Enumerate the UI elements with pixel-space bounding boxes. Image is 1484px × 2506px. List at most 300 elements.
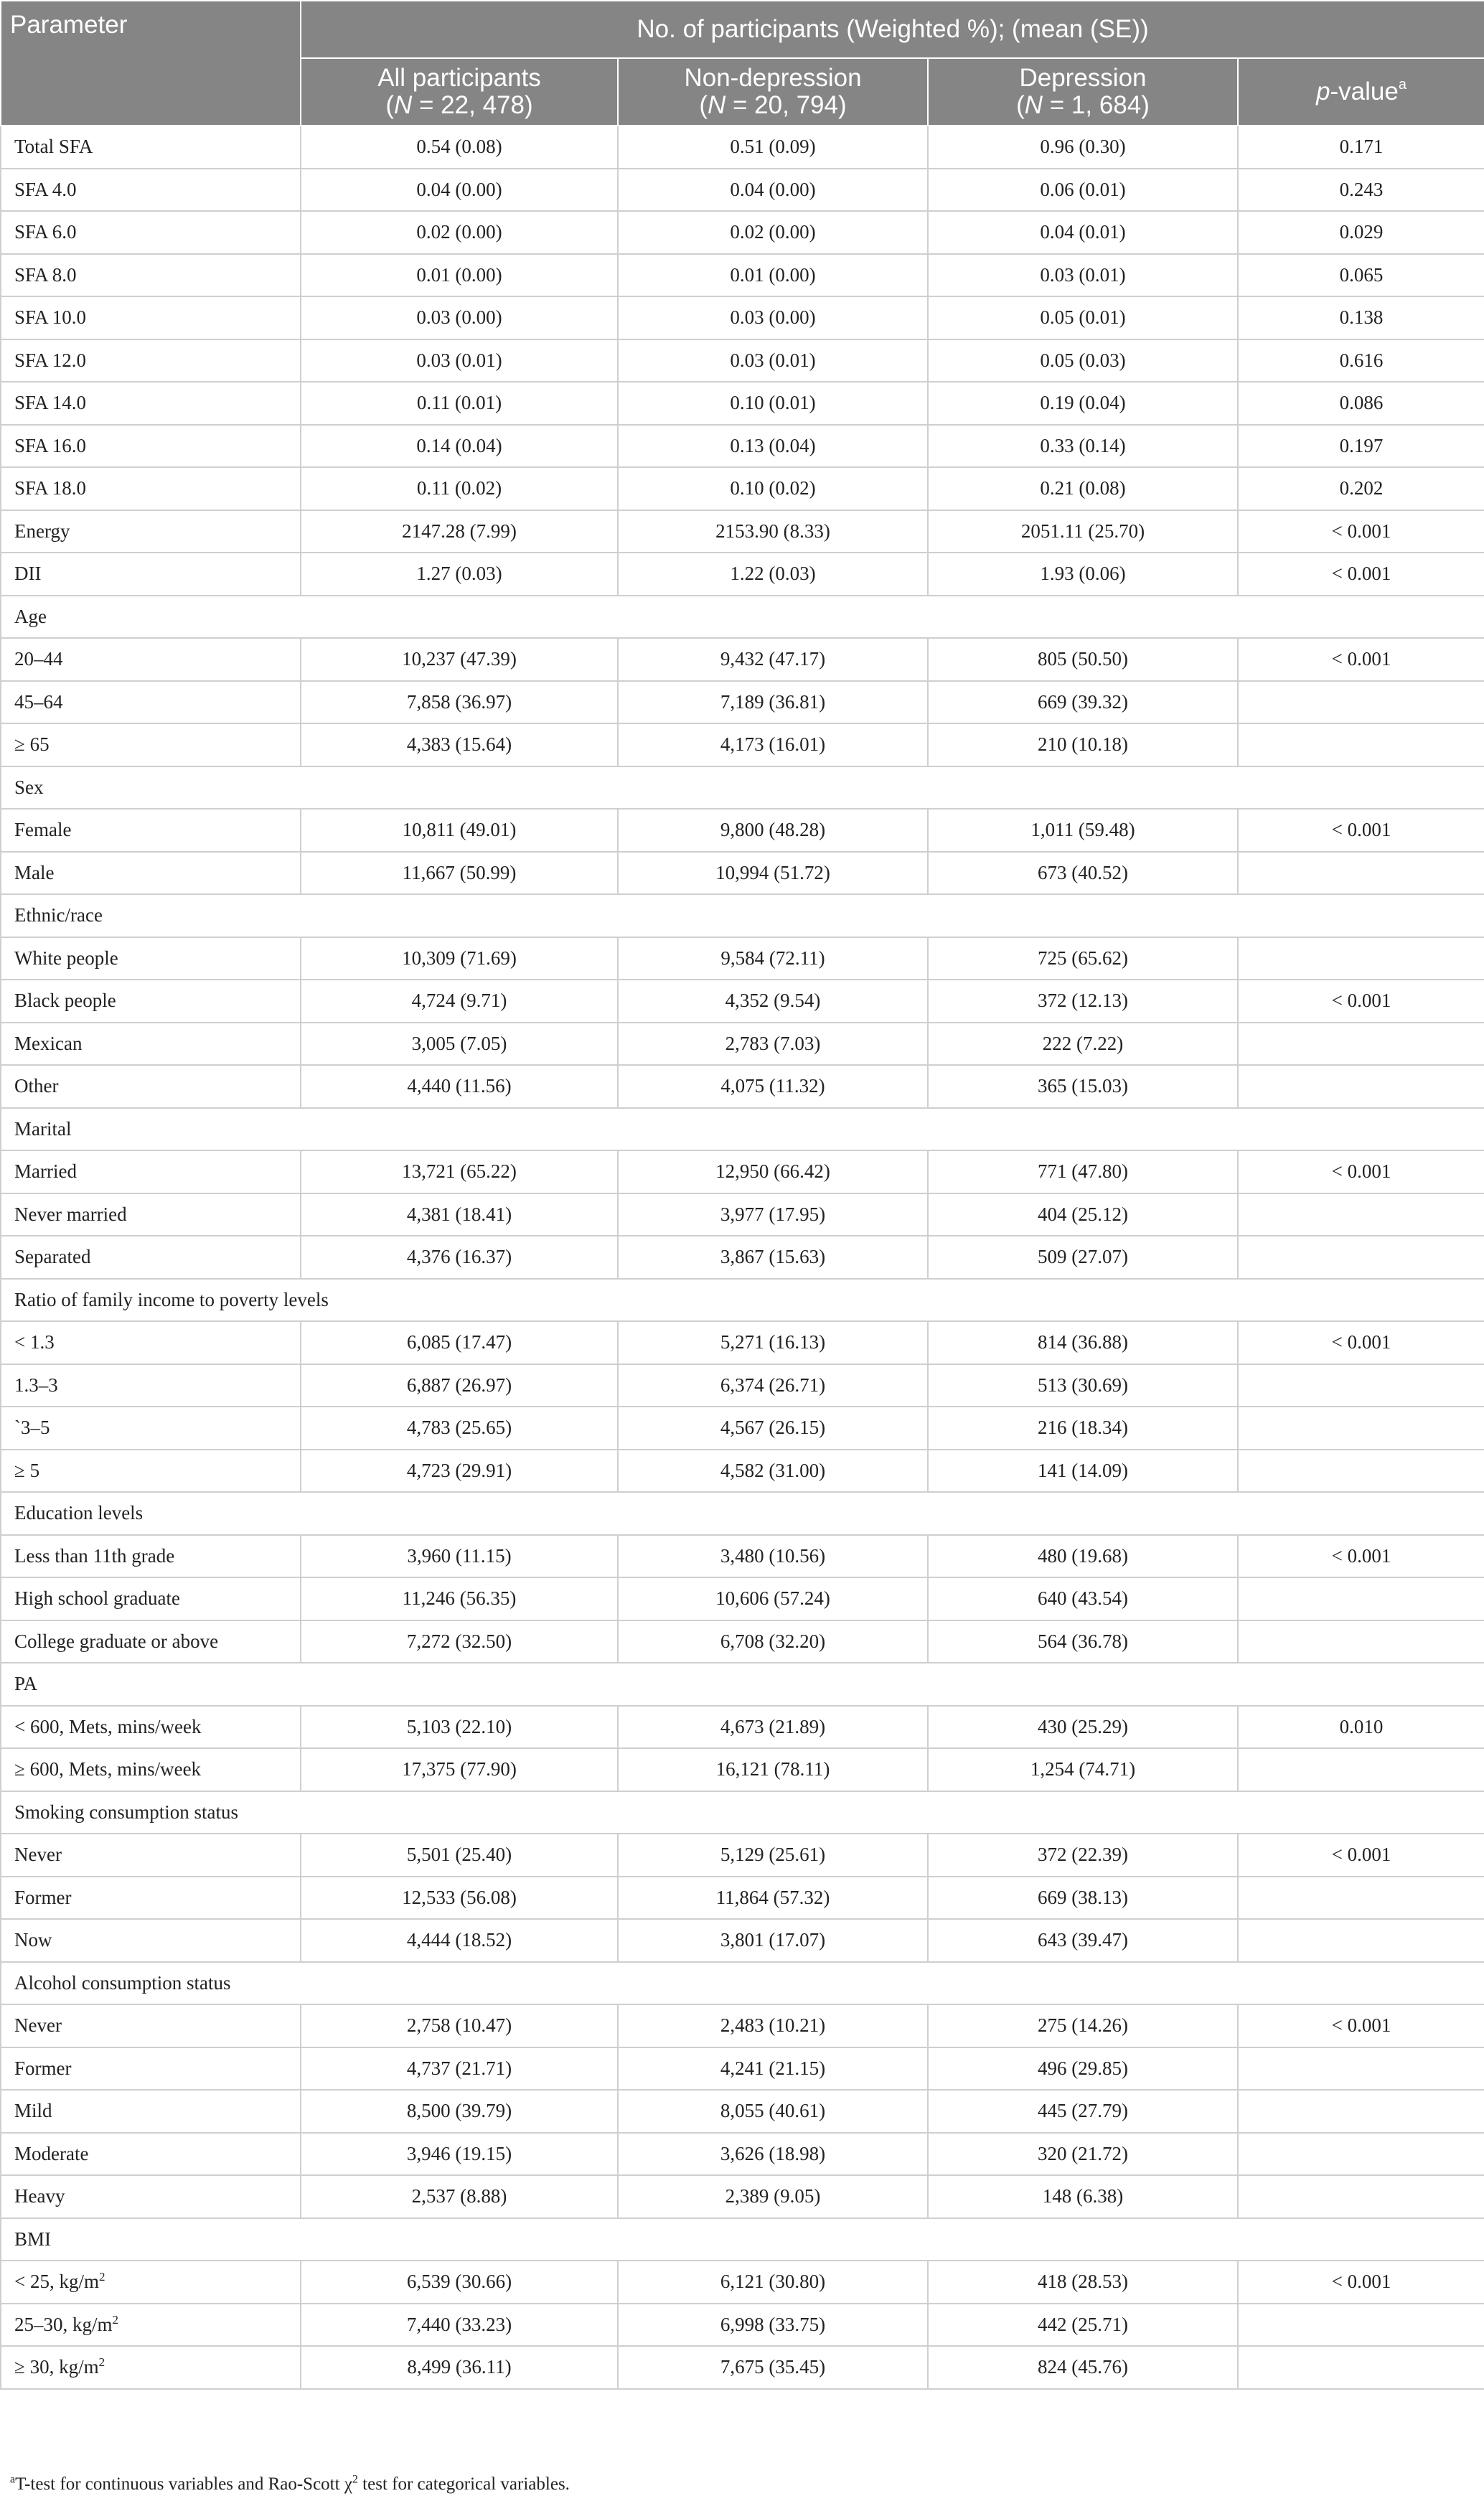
- cell-all-participants: 4,783 (25.65): [301, 1407, 618, 1450]
- section-row: [1, 1962, 1484, 2005]
- cell-depression: 1.93 (0.06): [928, 553, 1238, 596]
- section-row: [1, 1108, 1484, 1151]
- row-label-cell: [1, 510, 301, 553]
- cell-all-participants: 3,005 (7.05): [301, 1023, 618, 1066]
- cell-depression: 805 (50.50): [928, 638, 1238, 681]
- row-label: Former: [14, 2057, 72, 2079]
- table-row: [1, 510, 1484, 553]
- cell-p-value: < 0.001: [1238, 638, 1484, 681]
- cell-p-value: 0.086: [1238, 382, 1484, 425]
- row-label: SFA 6.0: [14, 221, 77, 243]
- row-label-cell: [1, 681, 301, 724]
- row-label: 45–64: [14, 690, 63, 713]
- cell-p-value: [1238, 1919, 1484, 1962]
- cell-p-value: 0.010: [1238, 1706, 1484, 1749]
- cell-non-depression: 0.02 (0.00): [618, 211, 928, 254]
- cell-depression: 216 (18.34): [928, 1407, 1238, 1450]
- cell-all-participants: 4,737 (21.71): [301, 2047, 618, 2090]
- row-label-cell: [1, 1877, 301, 1920]
- cell-depression: 643 (39.47): [928, 1919, 1238, 1962]
- row-label-cell: [1, 2133, 301, 2176]
- table-row: [1, 1023, 1484, 1066]
- cell-non-depression: 0.10 (0.01): [618, 382, 928, 425]
- table-row: [1, 2261, 1484, 2304]
- row-label: Never: [14, 2014, 62, 2037]
- cell-non-depression: 10,994 (51.72): [618, 852, 928, 895]
- row-label: < 600, Mets, mins/week: [14, 1715, 202, 1737]
- cell-p-value: < 0.001: [1238, 1321, 1484, 1364]
- cell-depression: 0.19 (0.04): [928, 382, 1238, 425]
- cell-p-value: [1238, 2133, 1484, 2176]
- row-label: ≥ 5: [14, 1459, 40, 1481]
- cell-non-depression: 8,055 (40.61): [618, 2090, 928, 2133]
- cell-p-value: < 0.001: [1238, 553, 1484, 596]
- cell-p-value: [1238, 1577, 1484, 1620]
- table-row: [1, 2090, 1484, 2133]
- cell-non-depression: 3,977 (17.95): [618, 1193, 928, 1236]
- table-body: [1, 126, 1484, 2389]
- cell-p-value: [1238, 1236, 1484, 1279]
- cell-depression: 1,011 (59.48): [928, 809, 1238, 852]
- table-row: [1, 425, 1484, 468]
- table-row: [1, 937, 1484, 980]
- section-row: [1, 894, 1484, 937]
- cell-all-participants: 2,758 (10.47): [301, 2004, 618, 2047]
- row-label: SFA 4.0: [14, 178, 77, 200]
- cell-p-value: < 0.001: [1238, 1834, 1484, 1877]
- row-label: Total SFA: [14, 136, 93, 158]
- table-row: [1, 980, 1484, 1023]
- section-label: Marital: [1, 1108, 1484, 1151]
- cell-depression: 445 (27.79): [928, 2090, 1238, 2133]
- cell-all-participants: 7,272 (32.50): [301, 1620, 618, 1663]
- cell-depression: 372 (22.39): [928, 1834, 1238, 1877]
- table-row: [1, 211, 1484, 254]
- table-row: [1, 2304, 1484, 2347]
- row-label-cell: [1, 1535, 301, 1578]
- cell-non-depression: 0.04 (0.00): [618, 169, 928, 212]
- row-label: Now: [14, 1929, 52, 1951]
- cell-all-participants: 5,103 (22.10): [301, 1706, 618, 1749]
- cell-non-depression: 2,483 (10.21): [618, 2004, 928, 2047]
- cell-non-depression: 5,271 (16.13): [618, 1321, 928, 1364]
- cell-depression: 480 (19.68): [928, 1535, 1238, 1578]
- cell-p-value: [1238, 1193, 1484, 1236]
- cell-all-participants: 11,246 (56.35): [301, 1577, 618, 1620]
- table-row: [1, 2175, 1484, 2218]
- cell-all-participants: 0.04 (0.00): [301, 169, 618, 212]
- section-row: [1, 1279, 1484, 1322]
- cell-all-participants: 4,444 (18.52): [301, 1919, 618, 1962]
- row-label-cell: [1, 2175, 301, 2218]
- cell-p-value: [1238, 681, 1484, 724]
- table-row: [1, 1321, 1484, 1364]
- row-label-cell: [1, 1236, 301, 1279]
- cell-non-depression: 7,675 (35.45): [618, 2346, 928, 2389]
- cell-depression: 0.96 (0.30): [928, 126, 1238, 169]
- header-p-italic: p: [1316, 78, 1330, 105]
- row-label-cell: [1, 2304, 301, 2347]
- cell-all-participants: 13,721 (65.22): [301, 1150, 618, 1193]
- cell-depression: 669 (38.13): [928, 1877, 1238, 1920]
- cell-all-participants: 0.11 (0.02): [301, 467, 618, 510]
- row-label-cell: [1, 1407, 301, 1450]
- row-label: 1.3–3: [14, 1374, 58, 1396]
- cell-non-depression: 0.51 (0.09): [618, 126, 928, 169]
- row-label-cell: [1, 382, 301, 425]
- section-row: [1, 766, 1484, 809]
- cell-non-depression: 2153.90 (8.33): [618, 510, 928, 553]
- row-label-cell: [1, 126, 301, 169]
- cell-all-participants: 0.01 (0.00): [301, 254, 618, 297]
- cell-non-depression: 11,864 (57.32): [618, 1877, 928, 1920]
- section-row: [1, 596, 1484, 639]
- section-label: BMI: [1, 2218, 1484, 2261]
- row-label-cell: [1, 553, 301, 596]
- cell-all-participants: 4,383 (15.64): [301, 723, 618, 766]
- cell-p-value: [1238, 723, 1484, 766]
- section-label: PA: [1, 1663, 1484, 1706]
- cell-non-depression: 2,783 (7.03): [618, 1023, 928, 1066]
- cell-non-depression: 1.22 (0.03): [618, 553, 928, 596]
- cell-non-depression: 5,129 (25.61): [618, 1834, 928, 1877]
- header-p-sup: a: [1398, 77, 1406, 93]
- cell-p-value: < 0.001: [1238, 2004, 1484, 2047]
- table-row: [1, 467, 1484, 510]
- cell-p-value: 0.138: [1238, 296, 1484, 339]
- row-label: < 1.3: [14, 1331, 55, 1353]
- cell-depression: 669 (39.32): [928, 681, 1238, 724]
- cell-depression: 430 (25.29): [928, 1706, 1238, 1749]
- row-label: White people: [14, 947, 118, 969]
- cell-non-depression: 12,950 (66.42): [618, 1150, 928, 1193]
- cell-non-depression: 16,121 (78.11): [618, 1748, 928, 1791]
- row-label-cell: [1, 1150, 301, 1193]
- cell-non-depression: 10,606 (57.24): [618, 1577, 928, 1620]
- cell-all-participants: 12,533 (56.08): [301, 1877, 618, 1920]
- header-non-n-label: N: [708, 91, 726, 119]
- table-row: [1, 296, 1484, 339]
- row-label-sup: 2: [112, 2312, 119, 2327]
- table-row: [1, 1193, 1484, 1236]
- table-row: [1, 2133, 1484, 2176]
- cell-all-participants: 6,085 (17.47): [301, 1321, 618, 1364]
- cell-p-value: < 0.001: [1238, 2261, 1484, 2304]
- cell-depression: 0.04 (0.01): [928, 211, 1238, 254]
- cell-p-value: [1238, 2346, 1484, 2389]
- row-label: SFA 14.0: [14, 392, 87, 414]
- cell-all-participants: 0.11 (0.01): [301, 382, 618, 425]
- header-p-rest: -value: [1330, 78, 1399, 105]
- table-row: [1, 638, 1484, 681]
- cell-p-value: 0.243: [1238, 169, 1484, 212]
- table-row: [1, 1620, 1484, 1663]
- row-label: 25–30, kg/m: [14, 2313, 113, 2335]
- cell-depression: 418 (28.53): [928, 2261, 1238, 2304]
- section-label: Smoking consumption status: [1, 1791, 1484, 1834]
- table-row: [1, 1748, 1484, 1791]
- row-label-cell: [1, 1450, 301, 1493]
- row-label: Moderate: [14, 2142, 89, 2164]
- cell-all-participants: 4,724 (9.71): [301, 980, 618, 1023]
- row-label: High school graduate: [14, 1587, 180, 1610]
- table-row: [1, 169, 1484, 212]
- row-label: ≥ 65: [14, 733, 50, 756]
- row-label: Separated: [14, 1246, 91, 1268]
- table-row: [1, 1065, 1484, 1108]
- row-label: Married: [14, 1160, 77, 1183]
- row-label: Male: [14, 861, 55, 883]
- row-label-cell: [1, 2047, 301, 2090]
- row-label-cell: [1, 980, 301, 1023]
- cell-all-participants: 0.03 (0.01): [301, 339, 618, 383]
- row-label-cell: [1, 1748, 301, 1791]
- row-label: College graduate or above: [14, 1630, 219, 1652]
- cell-non-depression: 6,374 (26.71): [618, 1364, 928, 1407]
- cell-p-value: 0.029: [1238, 211, 1484, 254]
- table-row: [1, 2346, 1484, 2389]
- row-label: SFA 16.0: [14, 434, 87, 456]
- table-row: [1, 1535, 1484, 1578]
- header-all-name: All participants: [377, 64, 541, 92]
- cell-all-participants: 3,946 (19.15): [301, 2133, 618, 2176]
- row-label: SFA 12.0: [14, 349, 87, 371]
- table-row: [1, 1407, 1484, 1450]
- cell-non-depression: 2,389 (9.05): [618, 2175, 928, 2218]
- cell-p-value: < 0.001: [1238, 1535, 1484, 1578]
- cell-non-depression: 0.03 (0.00): [618, 296, 928, 339]
- row-label-cell: [1, 467, 301, 510]
- cell-non-depression: 9,800 (48.28): [618, 809, 928, 852]
- footnote-text-before: T-test for continuous variables and Rao-Scott χ: [15, 2474, 352, 2494]
- cell-all-participants: 11,667 (50.99): [301, 852, 618, 895]
- table-row: [1, 1450, 1484, 1493]
- cell-all-participants: 4,381 (18.41): [301, 1193, 618, 1236]
- table-row: [1, 382, 1484, 425]
- cell-depression: 2051.11 (25.70): [928, 510, 1238, 553]
- row-label-cell: [1, 1193, 301, 1236]
- row-label-cell: [1, 2261, 301, 2304]
- cell-depression: 496 (29.85): [928, 2047, 1238, 2090]
- row-label-cell: [1, 1364, 301, 1407]
- cell-depression: 404 (25.12): [928, 1193, 1238, 1236]
- cell-p-value: < 0.001: [1238, 1150, 1484, 1193]
- cell-all-participants: 1.27 (0.03): [301, 553, 618, 596]
- cell-non-depression: 6,998 (33.75): [618, 2304, 928, 2347]
- table-row: [1, 681, 1484, 724]
- header-non-n-value: = 20, 794): [725, 91, 847, 119]
- cell-all-participants: 4,376 (16.37): [301, 1236, 618, 1279]
- cell-non-depression: 4,352 (9.54): [618, 980, 928, 1023]
- cell-p-value: [1238, 937, 1484, 980]
- cell-all-participants: 7,440 (33.23): [301, 2304, 618, 2347]
- row-label: SFA 10.0: [14, 306, 87, 329]
- cell-p-value: < 0.001: [1238, 510, 1484, 553]
- header-dep-name: Depression: [1019, 64, 1147, 92]
- table-row: [1, 2047, 1484, 2090]
- cell-depression: 320 (21.72): [928, 2133, 1238, 2176]
- cell-non-depression: 3,626 (18.98): [618, 2133, 928, 2176]
- row-label-cell: [1, 1321, 301, 1364]
- cell-non-depression: 0.13 (0.04): [618, 425, 928, 468]
- cell-all-participants: 6,539 (30.66): [301, 2261, 618, 2304]
- section-row: [1, 1492, 1484, 1535]
- row-label-cell: [1, 1577, 301, 1620]
- cell-non-depression: 0.01 (0.00): [618, 254, 928, 297]
- cell-non-depression: 9,432 (47.17): [618, 638, 928, 681]
- cell-non-depression: 0.10 (0.02): [618, 467, 928, 510]
- cell-depression: 513 (30.69): [928, 1364, 1238, 1407]
- row-label-cell: [1, 254, 301, 297]
- row-label-cell: [1, 638, 301, 681]
- footnote-marker: a: [10, 2473, 16, 2486]
- table-row: [1, 1834, 1484, 1877]
- cell-p-value: [1238, 1877, 1484, 1920]
- cell-depression: 509 (27.07): [928, 1236, 1238, 1279]
- cell-all-participants: 0.54 (0.08): [301, 126, 618, 169]
- cell-p-value: [1238, 1407, 1484, 1450]
- row-label-cell: [1, 169, 301, 212]
- cell-p-value: 0.197: [1238, 425, 1484, 468]
- section-row: [1, 2218, 1484, 2261]
- row-label-cell: [1, 2346, 301, 2389]
- section-label: Ratio of family income to poverty levels: [1, 1279, 1484, 1322]
- cell-non-depression: 0.03 (0.01): [618, 339, 928, 383]
- cell-non-depression: 3,867 (15.63): [618, 1236, 928, 1279]
- cell-all-participants: 0.14 (0.04): [301, 425, 618, 468]
- cell-p-value: [1238, 1450, 1484, 1493]
- section-label: Age: [1, 596, 1484, 639]
- row-label: 20–44: [14, 648, 63, 670]
- table-row: [1, 723, 1484, 766]
- cell-p-value: < 0.001: [1238, 809, 1484, 852]
- cell-depression: 824 (45.76): [928, 2346, 1238, 2389]
- cell-all-participants: 5,501 (25.40): [301, 1834, 618, 1877]
- row-label-cell: [1, 809, 301, 852]
- cell-depression: 442 (25.71): [928, 2304, 1238, 2347]
- row-label: Less than 11th grade: [14, 1544, 175, 1567]
- cell-p-value: [1238, 2047, 1484, 2090]
- cell-p-value: 0.616: [1238, 339, 1484, 383]
- row-label: Black people: [14, 990, 116, 1012]
- row-label: ≥ 600, Mets, mins/week: [14, 1758, 202, 1780]
- cell-non-depression: 4,075 (11.32): [618, 1065, 928, 1108]
- table-row: [1, 1577, 1484, 1620]
- cell-depression: 141 (14.09): [928, 1450, 1238, 1493]
- cell-p-value: [1238, 1364, 1484, 1407]
- row-label: Other: [14, 1075, 59, 1097]
- cell-depression: 0.21 (0.08): [928, 467, 1238, 510]
- row-label: SFA 8.0: [14, 263, 77, 286]
- table-row: [1, 1877, 1484, 1920]
- table-row: [1, 553, 1484, 596]
- table-row: [1, 1706, 1484, 1749]
- row-label-sup: 2: [98, 2355, 105, 2370]
- cell-non-depression: 6,708 (32.20): [618, 1620, 928, 1663]
- header-all-participants: All participants (N = 22, 478): [301, 58, 618, 126]
- row-label: Former: [14, 1886, 72, 1908]
- header-all-n-label: N: [394, 91, 413, 119]
- cell-depression: 365 (15.03): [928, 1065, 1238, 1108]
- cell-all-participants: 2147.28 (7.99): [301, 510, 618, 553]
- header-dep-n-value: = 1, 684): [1043, 91, 1150, 119]
- cell-all-participants: 7,858 (36.97): [301, 681, 618, 724]
- row-label: Energy: [14, 520, 70, 542]
- row-label: Mexican: [14, 1032, 83, 1054]
- cell-p-value: [1238, 852, 1484, 895]
- header-parameter: Parameter: [1, 1, 301, 126]
- header-non-depression: Non-depression (N = 20, 794): [618, 58, 928, 126]
- section-row: [1, 1791, 1484, 1834]
- table-row: [1, 1364, 1484, 1407]
- header-non-name: Non-depression: [684, 64, 862, 92]
- row-label: ≥ 30, kg/m: [14, 2356, 99, 2378]
- row-label-cell: [1, 937, 301, 980]
- table-row: [1, 809, 1484, 852]
- cell-all-participants: 0.03 (0.00): [301, 296, 618, 339]
- row-label: Never married: [14, 1203, 127, 1225]
- footnote-chi-sup: 2: [352, 2473, 358, 2486]
- cell-non-depression: 4,567 (26.15): [618, 1407, 928, 1450]
- cell-all-participants: 10,811 (49.01): [301, 809, 618, 852]
- row-label: Female: [14, 819, 72, 841]
- section-label: Alcohol consumption status: [1, 1962, 1484, 2005]
- cell-depression: 640 (43.54): [928, 1577, 1238, 1620]
- row-label: < 25, kg/m: [14, 2271, 99, 2293]
- footnote-text-after: test for categorical variables.: [357, 2474, 570, 2494]
- row-label-cell: [1, 2004, 301, 2047]
- section-label: Education levels: [1, 1492, 1484, 1535]
- cell-p-value: [1238, 1023, 1484, 1066]
- row-label-cell: [1, 1065, 301, 1108]
- cell-p-value: [1238, 2304, 1484, 2347]
- row-label: DII: [14, 563, 42, 585]
- cell-all-participants: 4,440 (11.56): [301, 1065, 618, 1108]
- cell-depression: 1,254 (74.71): [928, 1748, 1238, 1791]
- cell-all-participants: 2,537 (8.88): [301, 2175, 618, 2218]
- cell-depression: 0.03 (0.01): [928, 254, 1238, 297]
- row-label-cell: [1, 1919, 301, 1962]
- cell-non-depression: 9,584 (72.11): [618, 937, 928, 980]
- row-label-cell: [1, 296, 301, 339]
- row-label-cell: [1, 1023, 301, 1066]
- cell-all-participants: 4,723 (29.91): [301, 1450, 618, 1493]
- row-label-cell: [1, 425, 301, 468]
- cell-depression: 275 (14.26): [928, 2004, 1238, 2047]
- cell-non-depression: 7,189 (36.81): [618, 681, 928, 724]
- cell-depression: 222 (7.22): [928, 1023, 1238, 1066]
- cell-all-participants: 8,499 (36.11): [301, 2346, 618, 2389]
- header-depression: Depression (N = 1, 684): [928, 58, 1238, 126]
- cell-depression: 564 (36.78): [928, 1620, 1238, 1663]
- cell-depression: 814 (36.88): [928, 1321, 1238, 1364]
- cell-p-value: [1238, 2090, 1484, 2133]
- cell-non-depression: 4,173 (16.01): [618, 723, 928, 766]
- cell-p-value: < 0.001: [1238, 980, 1484, 1023]
- cell-non-depression: 4,582 (31.00): [618, 1450, 928, 1493]
- cell-depression: 210 (10.18): [928, 723, 1238, 766]
- cell-p-value: 0.065: [1238, 254, 1484, 297]
- table-footnote: [10, 2474, 570, 2495]
- cell-all-participants: 3,960 (11.15): [301, 1535, 618, 1578]
- row-label-cell: [1, 852, 301, 895]
- section-label: Ethnic/race: [1, 894, 1484, 937]
- row-label-sup: 2: [98, 2270, 105, 2284]
- cell-all-participants: 10,237 (47.39): [301, 638, 618, 681]
- cell-all-participants: 17,375 (77.90): [301, 1748, 618, 1791]
- table-row: [1, 339, 1484, 383]
- row-label-cell: [1, 1834, 301, 1877]
